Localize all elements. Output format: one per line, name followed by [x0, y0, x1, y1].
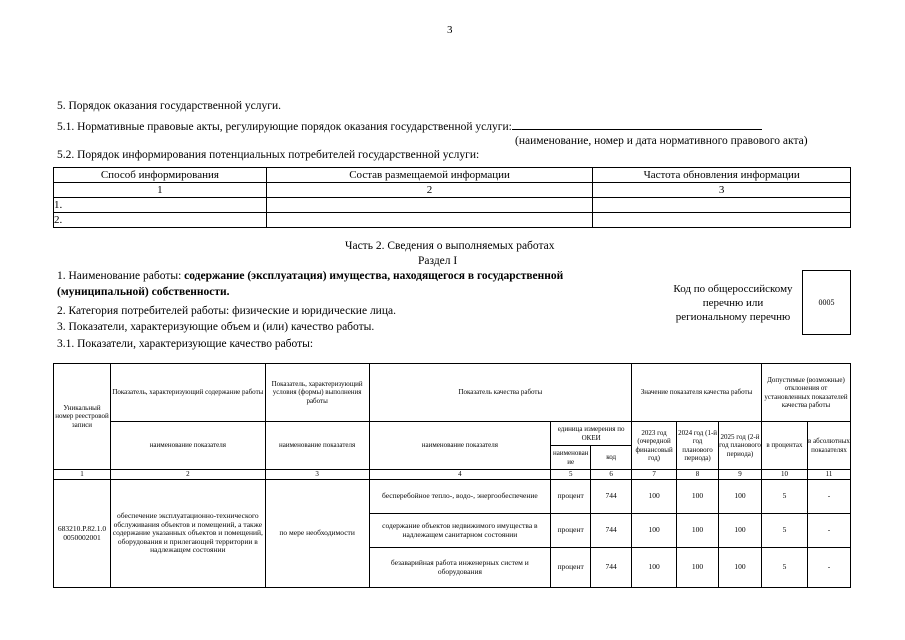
work-content: обеспечение эксплуатационно-технического обслуживания объектов и помещений, а также содержание указанных объектов и помещений, оборудования и прилегающей территории в надлежащем состоянии	[110, 480, 265, 588]
header-unit-name: наименован ие	[551, 446, 591, 470]
record-id: 683210.Р.82.1.0 0050002001	[54, 480, 111, 588]
header-year-2024: 2024 год (1-й год планового периода)	[677, 422, 719, 470]
quality-indicators-heading: 3.1. Показатели, характеризующие качество работы:	[57, 338, 314, 350]
section51-note: (наименование, номер и дата нормативного правового акта)	[515, 135, 808, 147]
col-number: 9	[719, 470, 762, 480]
header-unit-code: код	[591, 446, 632, 470]
unit-code: 744	[591, 514, 632, 548]
work-name-line	[57, 270, 563, 282]
value-2025: 100	[719, 548, 762, 588]
info-number-row	[54, 183, 851, 198]
info-cell	[593, 213, 851, 228]
value-2023: 100	[632, 548, 677, 588]
info-cell	[266, 198, 593, 213]
header-indicator-name: наименование показателя	[265, 422, 369, 470]
value-2024: 100	[677, 548, 719, 588]
classifier-code-label: Код по общероссийскому перечню или региональному перечню	[673, 283, 793, 323]
section52-line: 5.2. Порядок информирования потенциальных потребителей государственной услуги:	[57, 149, 480, 161]
info-row	[54, 198, 851, 213]
section-title: Раздел I	[418, 255, 458, 267]
unit-code: 744	[591, 548, 632, 588]
deviation-percent: 5	[761, 480, 807, 514]
info-table	[53, 167, 851, 228]
header-year-2023: 2023 год (очередной финансовый год)	[632, 422, 677, 470]
header-unique-number: Уникальный номер реестровой записи	[54, 364, 111, 470]
consumer-category: 2. Категория потребителей работы: физические и юридические лица.	[57, 305, 396, 317]
value-2024: 100	[677, 514, 719, 548]
deviation-percent: 5	[761, 548, 807, 588]
part2-title: Часть 2. Сведения о выполняемых работах	[345, 240, 555, 252]
col-number: 11	[807, 470, 850, 480]
info-header-row	[54, 168, 851, 183]
info-header-content: Состав размещаемой информации	[266, 168, 593, 183]
header-values: Значение показателя качества работы	[632, 364, 762, 422]
quality-header-row-2	[54, 422, 851, 446]
value-2025: 100	[719, 514, 762, 548]
work-condition: по мере необходимости	[265, 480, 369, 588]
quality-number-row	[54, 470, 851, 480]
indicator-name: безаварийная работа инженерных систем и оборудования	[369, 548, 551, 588]
info-col-number: 2	[266, 183, 593, 198]
info-col-number: 1	[54, 183, 267, 198]
section5-heading: 5. Порядок оказания государственной услуги.	[57, 100, 281, 112]
deviation-percent: 5	[761, 514, 807, 548]
unit-name: процент	[551, 480, 591, 514]
indicator-name: содержание объектов недвижимого имущества в надлежащем санитарном состоянии	[369, 514, 551, 548]
col-number: 6	[591, 470, 632, 480]
header-year-2025: 2025 год (2-й год планового периода)	[719, 422, 762, 470]
info-header-frequency: Частота обновления информации	[593, 168, 851, 183]
col-number: 4	[369, 470, 551, 480]
info-col-number: 3	[593, 183, 851, 198]
col-number: 8	[677, 470, 719, 480]
header-indicator-name: наименование показателя	[110, 422, 265, 470]
col-number: 2	[110, 470, 265, 480]
value-2025: 100	[719, 480, 762, 514]
work-name-value: содержание (эксплуатация) имущества, находящегося в государственной	[184, 270, 564, 282]
table-row	[54, 480, 851, 514]
col-number: 3	[265, 470, 369, 480]
deviation-absolute: -	[807, 480, 850, 514]
header-absolute: в абсолютных показателях	[807, 422, 850, 470]
value-2023: 100	[632, 480, 677, 514]
work-name-value-cont: (муниципальной) собственности.	[57, 286, 230, 298]
quality-table	[53, 363, 851, 588]
work-name-label: 1. Наименование работы:	[57, 270, 185, 282]
info-cell	[593, 198, 851, 213]
col-number: 10	[761, 470, 807, 480]
info-cell: 1.	[54, 198, 267, 213]
info-header-method: Способ информирования	[54, 168, 267, 183]
classifier-code-box: 0005	[802, 270, 851, 335]
unit-code: 744	[591, 480, 632, 514]
header-conditions: Показатель, характеризующий условия (формы) выполнения работы	[265, 364, 369, 422]
col-number: 7	[632, 470, 677, 480]
header-unit: единица измерения по ОКЕИ	[551, 422, 632, 446]
deviation-absolute: -	[807, 548, 850, 588]
deviation-absolute: -	[807, 514, 850, 548]
section51-line	[57, 119, 762, 133]
col-number: 1	[54, 470, 111, 480]
header-percent: в процентах	[761, 422, 807, 470]
header-quality: Показатель качества работы	[369, 364, 632, 422]
info-cell	[266, 213, 593, 228]
info-row	[54, 213, 851, 228]
unit-name: процент	[551, 548, 591, 588]
section51-blank	[512, 119, 762, 130]
value-2024: 100	[677, 480, 719, 514]
header-deviation: Допустимые (возможные) отклонения от установленных показателей качества работы	[761, 364, 850, 422]
unit-name: процент	[551, 514, 591, 548]
page-number: 3	[447, 24, 453, 36]
section51-text: 5.1. Нормативные правовые акты, регулирующие порядок оказания государственной услуги:	[57, 121, 512, 133]
info-cell: 2.	[54, 213, 267, 228]
header-content: Показатель, характеризующий содержание работы	[110, 364, 265, 422]
quality-header-row-1	[54, 364, 851, 422]
value-2023: 100	[632, 514, 677, 548]
indicator-name: бесперебойное тепло-, водо-, энергообеспечение	[369, 480, 551, 514]
indicators-heading: 3. Показатели, характеризующие объем и (или) качество работы.	[57, 321, 375, 333]
col-number: 5	[551, 470, 591, 480]
header-indicator-name: наименование показателя	[369, 422, 551, 470]
